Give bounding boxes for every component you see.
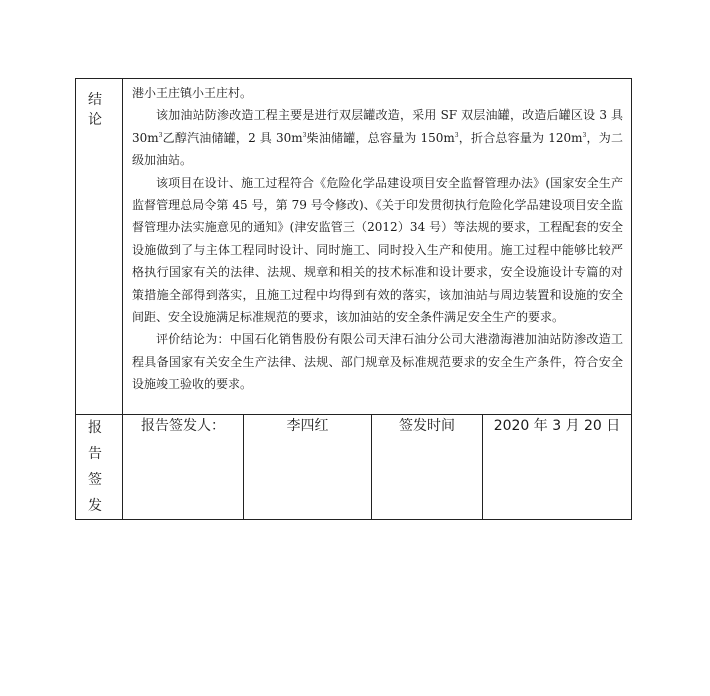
issue-date-label: 签发时间 xyxy=(372,415,483,520)
signature-label-line2: 签 发 xyxy=(88,472,110,514)
conclusion-intro-line: 港小王庄镇小王庄村。 xyxy=(132,86,253,100)
signature-row xyxy=(76,415,632,520)
issuer-name: 李四红 xyxy=(244,415,372,520)
issuer-label: 报告签发人： xyxy=(123,415,244,520)
conclusion-paragraph-compliance: 该项目在设计、施工过程符合《危险化学品建设项目安全监督管理办法》(国家安全生产监督管理总局令第 45 号，第 79 号令修改)、《关于印发贯彻执行危险化学品建设项目安全监督管理办法实施意见的通知》(津安监管三（2012）34 号）等法规的要求，工程配套的安全设施做到了与主体工程同时设计、同时施工、同时投入生产和使用。施工过程中能够比较严格执行国家有关的法律、法规、规章和相关的技术标准和设计要求，安全设施设计专篇的对策措施全部得到落实，且施工过程中均得到有效的落实，该加油站与周边装置和设施的安全间距、安全设施满足标准规范的要求，该加油站的安全条件满足安全生产的要求。 xyxy=(132,175,623,325)
report-table xyxy=(75,78,632,520)
signature-label xyxy=(76,415,123,520)
conclusion-paragraph-evaluation: 评价结论为：中国石化销售股份有限公司天津石油分公司大港渤海港加油站防渗改造工程具备国家有关安全生产法律、法规、部门规章及标准规范要求的安全生产条件，符合安全设施竣工验收的要求。 xyxy=(132,332,623,392)
signature-label-line1: 报 告 xyxy=(88,420,110,462)
issue-date-value: 2020 年 3 月 20 日 xyxy=(483,415,632,520)
conclusion-label: 结 论 xyxy=(76,79,123,415)
conclusion-body xyxy=(123,79,632,415)
conclusion-row xyxy=(76,79,632,415)
conclusion-paragraph-capacity: 该加油站防渗改造工程主要是进行双层罐改造，采用 SF 双层油罐，改造后罐区设 3 具 $30m^3$乙醇汽油储罐，2 具 $30m^3$柴油储罐，总容量为 $150m^3$，折合总容量为 $120m^3$，为二级加油站。 xyxy=(132,108,623,168)
